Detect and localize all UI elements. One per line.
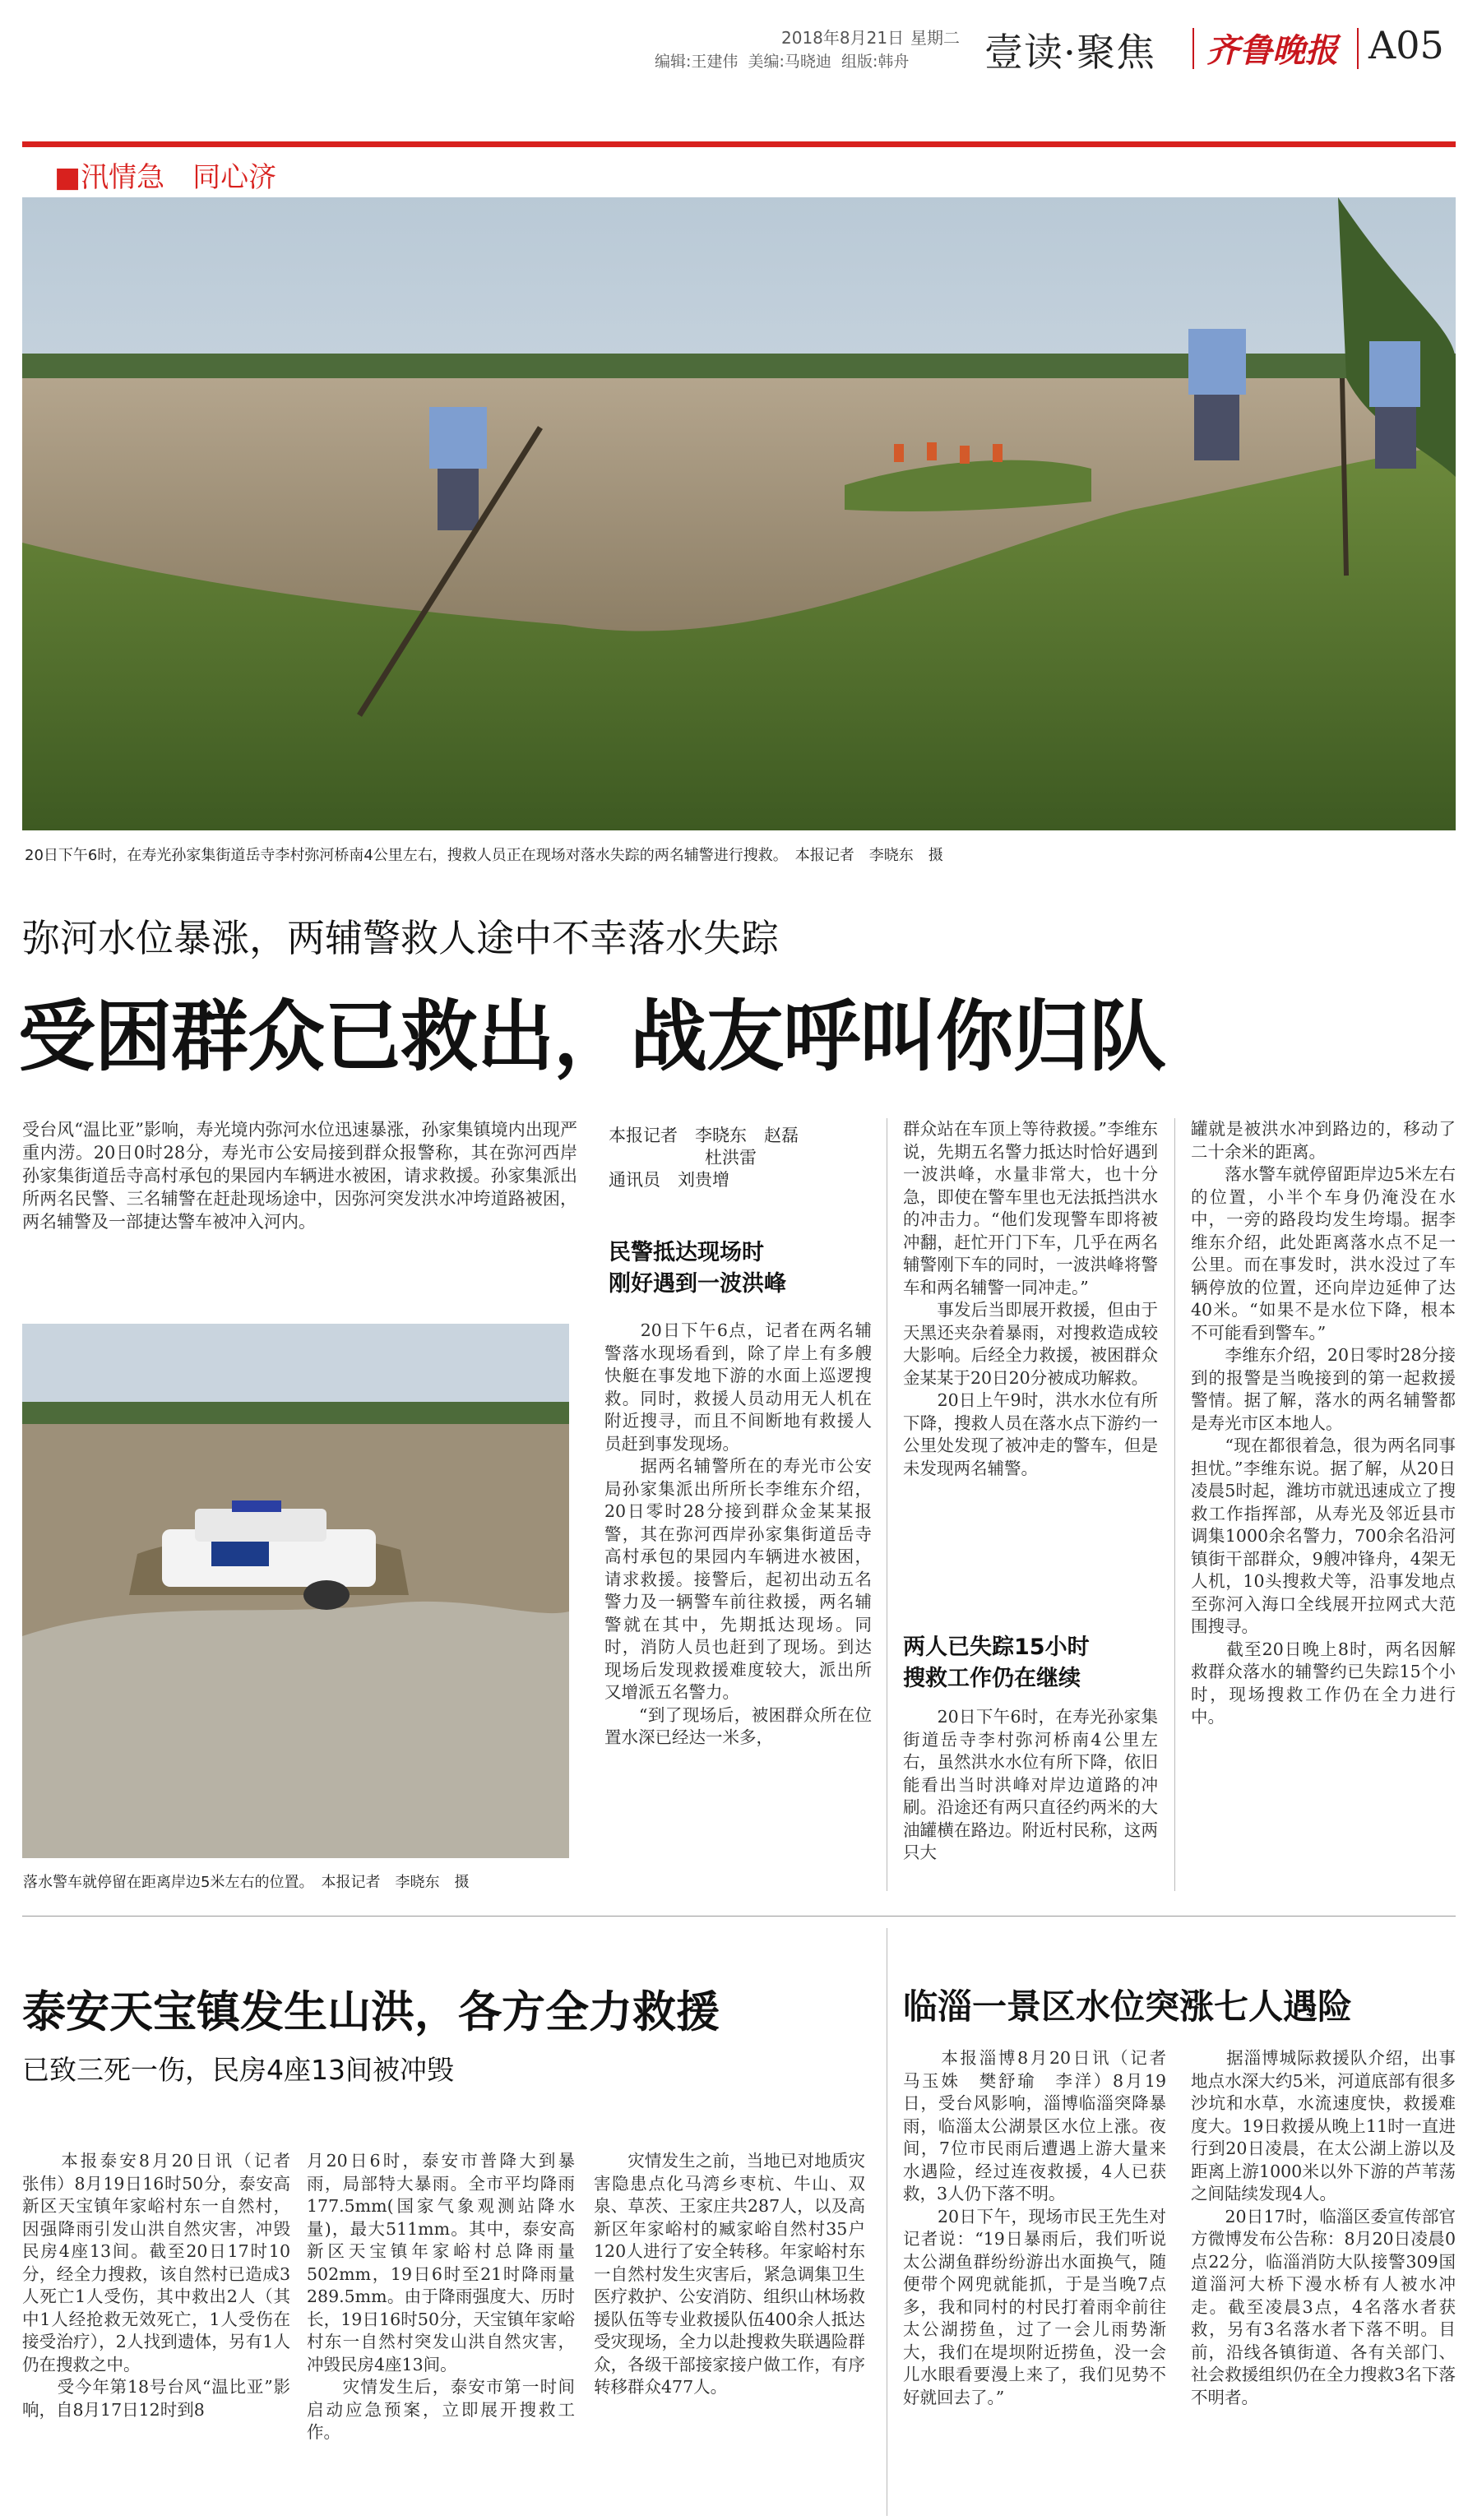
col-rule-2 xyxy=(1174,1118,1175,1891)
column-tag: ■汛情急 同心济 xyxy=(54,161,277,194)
byline-1: 本报记者 李晓东 赵磊 xyxy=(609,1126,799,1145)
subhead-missing: 两人已失踪15小时 搜救工作仍在继续 xyxy=(903,1635,1090,1691)
police-car-photo-caption: 落水警车就停留在距离岸边5米左右的位置。 本报记者 李晓东 摄 xyxy=(23,1874,470,1891)
top-red-rule xyxy=(22,141,1456,147)
main-col2: 20日下午6点，记者在两名辅警落水现场看到，除了岸上有多艘快艇在事发地下游的水面上巡逻搜救。同时，救援人员动用无人机在附近搜寻，而且不间断地有救援人员赶到事发现场。 据两名辅警所在的寿光市公安局孙家集派出所所长李维东介绍，20日零时28分接到群众金某某报警，其在弥河西岸孙家集街道岳寺高村承包的果园内车辆进水被困，请求救援。接警后，起初出动五名警力及一辆警车前往救援，两名辅警就在其中，先期抵达现场。同时，消防人员也赶到了现场。到达现场后发现救援难度较大，派出所又增派五名警力。 “到了现场后，被困群众所在位置水深已经达一米多， xyxy=(604,1320,872,1747)
main-col3: 群众站在车顶上等待救援。”李维东说，先期五名警力抵达时恰好遇到一波洪峰，水量非常大，也十分急，即使在警车里也无法抵挡洪水的冲击力。“他们发现警车即将被冲翻，赶忙开门下车，几乎在两名辅警刚下车的同时，一波洪峰将警车和两名辅警一同冲走。” 事发后当即展开救援，但由于天黑还夹杂着暴雨，对搜救造成较大影响。后经全力救援，被困群众金某某于20日20分被成功解救。 20日上午9时，洪水水位有所下降，搜救人员在落水点下游约一公里处发现了被冲走的警车，但是未发现两名辅警。 xyxy=(903,1119,1158,1478)
police-car-photo xyxy=(22,1324,569,1858)
story2-subhead: 已致三死一伤，民房4座13间被冲毁 xyxy=(22,2054,454,2086)
header-divider-1 xyxy=(1192,28,1194,69)
section-rule xyxy=(22,1916,1456,1917)
story3-headline: 临淄一景区水位突涨七人遇险 xyxy=(903,1986,1353,2027)
subhead-arrival: 民警抵达现场时 刚好遇到一波洪峰 xyxy=(609,1240,786,1297)
story2-headline: 泰安天宝镇发生山洪，各方全力救援 xyxy=(22,1987,720,2037)
story3-col2: 据淄博城际救援队介绍，出事地点水深大约5米，河道底部有很多沙坑和水草，水流速度快，救援难度大。19日救援从晚上11时一直进行到20日凌晨，在太公湖上游以及距离上游1000米以外下游的芦苇荡之间陆续发现4人。 20日17时，临淄区委宣传部官方微博发布公告称：8月20日凌晨0点22分，临淄消防大队接警309国道淄河大桥下漫水桥有人被水冲走。截至凌晨3点，4名落水者获救，另有3名落水者下落不明。目前，沿线各镇街道、各有关部门、社会救援组织仍在全力搜救3名下落不明者。 xyxy=(1191,2048,1456,2407)
byline-2: 杜洪雷 xyxy=(705,1148,757,1168)
page-number: A05 xyxy=(1368,23,1444,67)
main-headline: 受困群众已救出，战友呼叫你归队 xyxy=(18,992,1166,1082)
byline-3: 通讯员 刘贵增 xyxy=(609,1170,729,1190)
top-photo xyxy=(22,197,1456,830)
story2-col1: 本报泰安8月20日讯（记者 张伟）8月19日16时50分，泰安高新区天宝镇年家峪村东一自然村，因强降雨引发山洪自然灾害，冲毁民房4座13间。截至20日17时10分，经全力搜救，该自然村已造成3人死亡1人受伤，其中救出2人（其中1人经抢救无效死亡，1人受伤在接受治疗），2人找到遗体，另有1人仍在搜救之中。 受今年第18号台风“温比亚”影响，自8月17日12时到8 xyxy=(22,2151,290,2420)
header-date: 2018年8月21日 xyxy=(781,28,905,48)
main-lead: 受台风“温比亚”影响，寿光境内弥河水位迅速暴涨，孙家集镇境内出现严重内涝。20日0时28分，寿光市公安局接到群众报警称，其在弥河西岸孙家集街道岳寺高村承包的果园内车辆进水被困，请求救援。孙家集派出所两名民警、三名辅警在赶赴现场途中，因弥河突发洪水冲垮道路被困，两名辅警及一部捷达警车被冲入河内。 xyxy=(22,1120,577,1232)
story2-col3: 灾情发生之前，当地已对地质灾害隐患点化马湾乡枣杭、牛山、双泉、草茨、王家庄共287人，以及高新区年家峪村的臧家峪自然村35户120人进行了安全转移。年家峪村东一自然村发生灾害后，紧急调集卫生医疗救护、公安消防、组织山林场救援队伍等专业救援队伍400余人抵达受灾现场，全力以赴搜救失联遇险群众，各级干部接家接户做工作，有序转移群众477人。 xyxy=(594,2151,865,2397)
header-divider-2 xyxy=(1357,28,1359,69)
section-title: 壹读·聚焦 xyxy=(984,30,1155,76)
header-editors: 编辑:王建伟 美编:马晓迪 组版:韩舟 xyxy=(655,53,910,71)
main-col4: 罐就是被洪水冲到路边的，移动了二十余米的距离。 落水警车就停留距岸边5米左右的位置，小半个车身仍淹没在水中，一旁的路段均发生垮塌。据李维东介绍，此处距离落水点不足一公里。而在事发时，洪水没过了车辆停放的位置，还向岸边延伸了达40米。“如果不是水位下降，根本不可能看到警车。” 李维东介绍，20日零时28分接到的报警是当晚接到的第一起救援警情。据了解，落水的两名辅警都是寿光市区本地人。 “现在都很着急，很为两名同事担忧。”李维东说。据了解，从20日凌晨5时起，潍坊市就迅速成立了搜救工作指挥部，从寿光及邻近县市调集1000余名警力，700余名沿河镇街干部群众，9艘冲锋舟，4架无人机，10头搜救犬等，沿事发地点至弥河入海口全线展开拉网式大范围搜寻。 截至20日晚上8时，两名因解救群众落水的辅警约已失踪15个小时，现场搜救工作仍在全力进行中。 xyxy=(1191,1119,1456,1727)
main-kicker: 弥河水位暴涨，两辅警救人途中不幸落水失踪 xyxy=(22,916,779,960)
top-photo-caption: 20日下午6时，在寿光孙家集街道岳寺李村弥河桥南4公里左右，搜救人员正在现场对落水失踪的两名辅警进行搜救。 本报记者 李晓东 摄 xyxy=(25,847,943,864)
main-col3b: 20日下午6时，在寿光孙家集街道岳寺李村弥河桥南4公里左右，虽然洪水水位有所下降，依旧能看出当时洪峰对岸边道路的冲刷。沿途还有两只直径约两米的大油罐横在路边。附近村民称，这两只大 xyxy=(903,1707,1158,1862)
story2-col2: 月20日6时，泰安市普降大到暴雨，局部特大暴雨。全市平均降雨177.5mm(国家气象观测站降水量)，最大511mm。其中，泰安高新区天宝镇年家峪村总降雨量502mm，19日6时至21时降雨量289.5mm。由于降雨强度大、历时长，19日16时50分，天宝镇年家峪村东一自然村突发山洪自然灾害，冲毁民房4座13间。 灾情发生后，泰安市第一时间启动应急预案，立即展开搜救工作。 xyxy=(307,2151,575,2442)
story3-col1: 本报淄博8月20日讯（记者 马玉姝 樊舒瑜 李洋）8月19日，受台风影响，淄博临淄突降暴雨，临淄太公湖景区水位上涨。夜间，7位市民雨后遭遇上游大量来水遇险，经过连夜救援，4人已获救，3人仍下落不明。 20日下午，现场市民王先生对记者说：“19日暴雨后，我们听说太公湖鱼群纷纷游出水面换气，随便带个网兜就能抓，于是当晚7点多，我和同村的村民打着雨伞前往太公湖捞鱼，过了一会儿雨势渐大，我们在堤坝附近捞鱼，没一会儿水眼看要漫上来了，我们见势不好就回去了。” xyxy=(903,2048,1166,2407)
header-weekday: 星期二 xyxy=(910,28,960,48)
paper-logo: 齐鲁晚报 xyxy=(1206,31,1338,70)
